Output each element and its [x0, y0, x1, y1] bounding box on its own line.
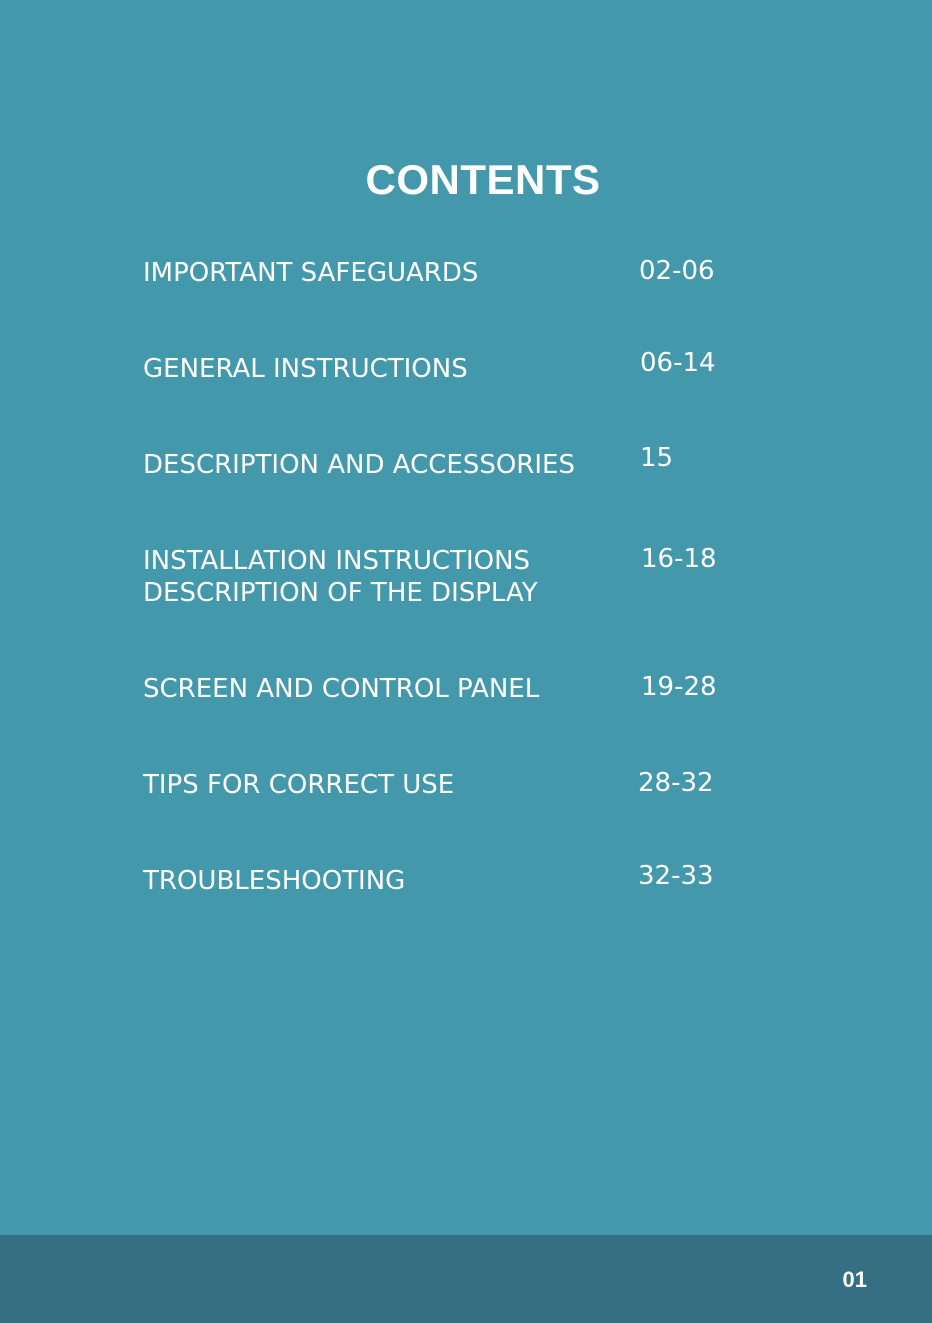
toc-label: DESCRIPTION AND ACCESSORIES [143, 450, 575, 480]
toc-entry-general-instructions[interactable] [143, 348, 743, 423]
toc-entry-troubleshooting[interactable] [143, 861, 743, 935]
toc-label-line-1: INSTALLATION INSTRUCTIONS [143, 546, 531, 576]
toc-entry-tips-for-correct-use[interactable] [143, 769, 743, 839]
toc-page-range: 16-18 [641, 544, 717, 574]
page-title: CONTENTS [365, 156, 601, 203]
toc-page-range: 28-32 [638, 768, 714, 798]
toc-page-range: 06-14 [640, 348, 716, 378]
toc-entry-screen-and-control-panel[interactable] [143, 673, 743, 743]
toc-page-range: 19-28 [641, 672, 717, 702]
toc-entry-description-and-accessories[interactable] [143, 443, 743, 519]
toc-entry-important-safeguards[interactable] [143, 257, 743, 327]
page-number: 01 [842, 1267, 867, 1292]
toc-page-range: 15 [640, 443, 674, 473]
toc-label: TIPS FOR CORRECT USE [143, 770, 455, 800]
toc-label [143, 545, 538, 609]
toc-label: SCREEN AND CONTROL PANEL [143, 674, 540, 704]
toc-label: GENERAL INSTRUCTIONS [143, 354, 468, 384]
toc-label-line-2: DESCRIPTION OF THE DISPLAY [143, 578, 538, 608]
toc-label: IMPORTANT SAFEGUARDS [143, 258, 479, 288]
footer-bar [0, 1235, 932, 1323]
toc-page-range: 32-33 [638, 861, 714, 891]
toc-label: TROUBLESHOOTING [143, 866, 406, 896]
toc-entry-installation-instructions[interactable] [143, 545, 743, 615]
toc-page-range: 02-06 [639, 256, 715, 286]
